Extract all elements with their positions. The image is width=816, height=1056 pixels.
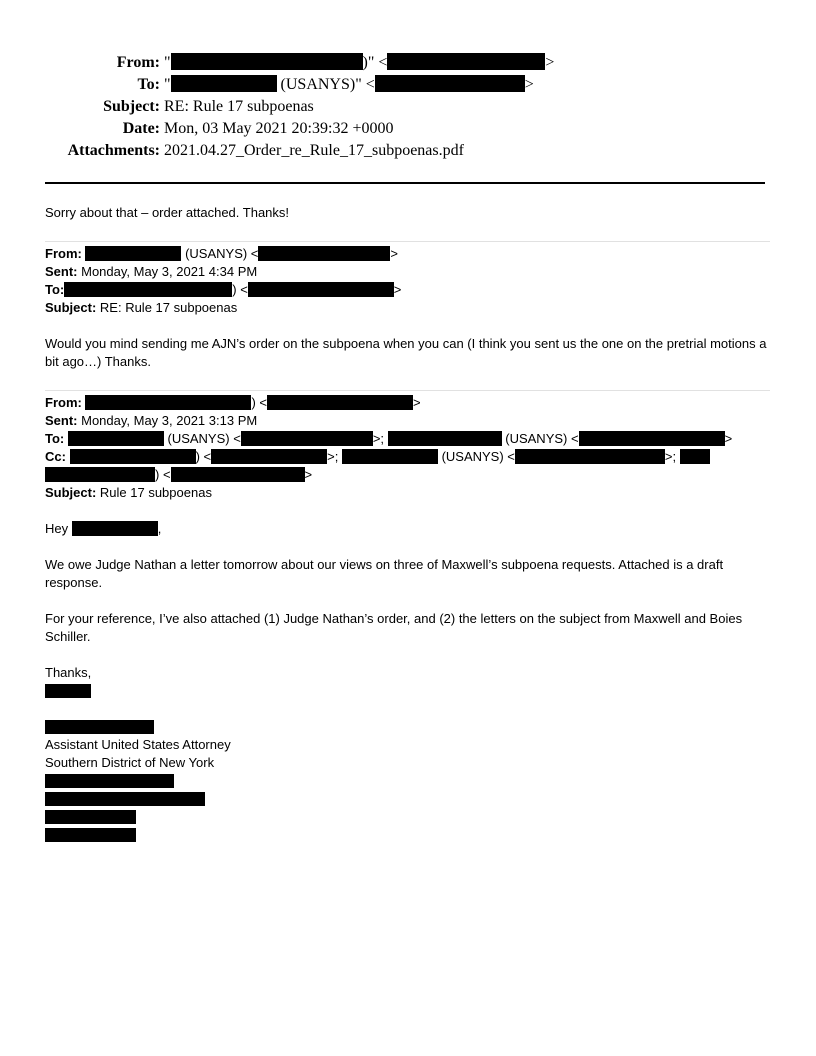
redaction bbox=[342, 449, 438, 464]
message-divider bbox=[45, 390, 770, 391]
redaction bbox=[85, 246, 181, 261]
redaction bbox=[241, 431, 373, 446]
greeting: Hey , bbox=[45, 521, 162, 536]
msg2-subject: Subject: Rule 17 subpoenas bbox=[45, 485, 212, 500]
msg2-cc: Cc: ) < >; (USANYS) < >; bbox=[45, 448, 710, 466]
redaction bbox=[258, 246, 390, 261]
redaction bbox=[171, 53, 363, 70]
msg2-from: From: ) < > bbox=[45, 395, 421, 410]
signature-title: Assistant United States Attorney bbox=[45, 737, 231, 752]
from-label: From: bbox=[116, 54, 160, 71]
msg2-paragraph-2: For your reference, I’ve also attached (1) Judge Nathan’s order, and (2) the letters on the subject from Maxwell and Boies Schiller. bbox=[45, 611, 743, 644]
redaction bbox=[388, 431, 502, 446]
redaction bbox=[515, 449, 665, 464]
date-value: Mon, 03 May 2021 20:39:32 +0000 bbox=[164, 120, 394, 137]
subject-label: Subject: bbox=[103, 98, 160, 115]
redaction bbox=[680, 449, 710, 464]
redaction bbox=[45, 792, 205, 806]
redaction bbox=[171, 467, 305, 482]
redaction bbox=[68, 431, 164, 446]
msg2-paragraph-1: We owe Judge Nathan a letter tomorrow about our views on three of Maxwell’s subpoena requests. Attached is a draft response. bbox=[45, 557, 724, 590]
attachment-link[interactable]: 2021.04.27_Order_re_Rule_17_subpoenas.pdf bbox=[164, 142, 464, 159]
redaction bbox=[579, 431, 725, 446]
msg2-sent: Sent: Monday, May 3, 2021 3:13 PM bbox=[45, 413, 258, 428]
signature-office: Southern District of New York bbox=[45, 755, 215, 770]
attachments-label: Attachments: bbox=[67, 142, 160, 159]
subject-value: RE: Rule 17 subpoenas bbox=[164, 98, 314, 115]
msg2-cc-cont: ) < > bbox=[45, 466, 312, 484]
msg2-to: To: (USANYS) < >; (USANYS) < > bbox=[45, 431, 733, 446]
redaction bbox=[45, 774, 174, 788]
date-label: Date: bbox=[122, 120, 160, 137]
msg1-from: From: (USANYS) < > bbox=[45, 246, 398, 261]
redaction bbox=[64, 282, 232, 297]
redaction bbox=[248, 282, 394, 297]
redaction bbox=[211, 449, 327, 464]
to-value: " (USANYS)" < > bbox=[164, 76, 534, 93]
message-divider bbox=[45, 241, 770, 242]
redaction bbox=[72, 521, 158, 536]
redaction bbox=[45, 720, 154, 734]
redaction bbox=[70, 449, 196, 464]
redaction bbox=[45, 684, 91, 698]
to-label: To: bbox=[137, 76, 160, 93]
redaction bbox=[45, 828, 136, 842]
msg1-subject: Subject: RE: Rule 17 subpoenas bbox=[45, 300, 238, 315]
redaction bbox=[45, 467, 155, 482]
redaction bbox=[387, 53, 545, 70]
from-value: " )" < > bbox=[164, 54, 555, 71]
msg1-sent: Sent: Monday, May 3, 2021 4:34 PM bbox=[45, 264, 258, 279]
redaction bbox=[85, 395, 251, 410]
reply-text: Sorry about that – order attached. Thanks! bbox=[45, 205, 290, 220]
header-divider bbox=[45, 182, 765, 184]
redaction bbox=[267, 395, 413, 410]
redaction bbox=[171, 75, 277, 92]
msg1-body: Would you mind sending me AJN’s order on the subpoena when you can (I think you sent us the one on the pretrial motions a bit ago…) Thanks. bbox=[45, 336, 767, 369]
redaction bbox=[45, 810, 136, 824]
sign-off: Thanks, bbox=[45, 665, 92, 680]
msg1-to: To: ) < > bbox=[45, 282, 402, 297]
redaction bbox=[375, 75, 525, 92]
